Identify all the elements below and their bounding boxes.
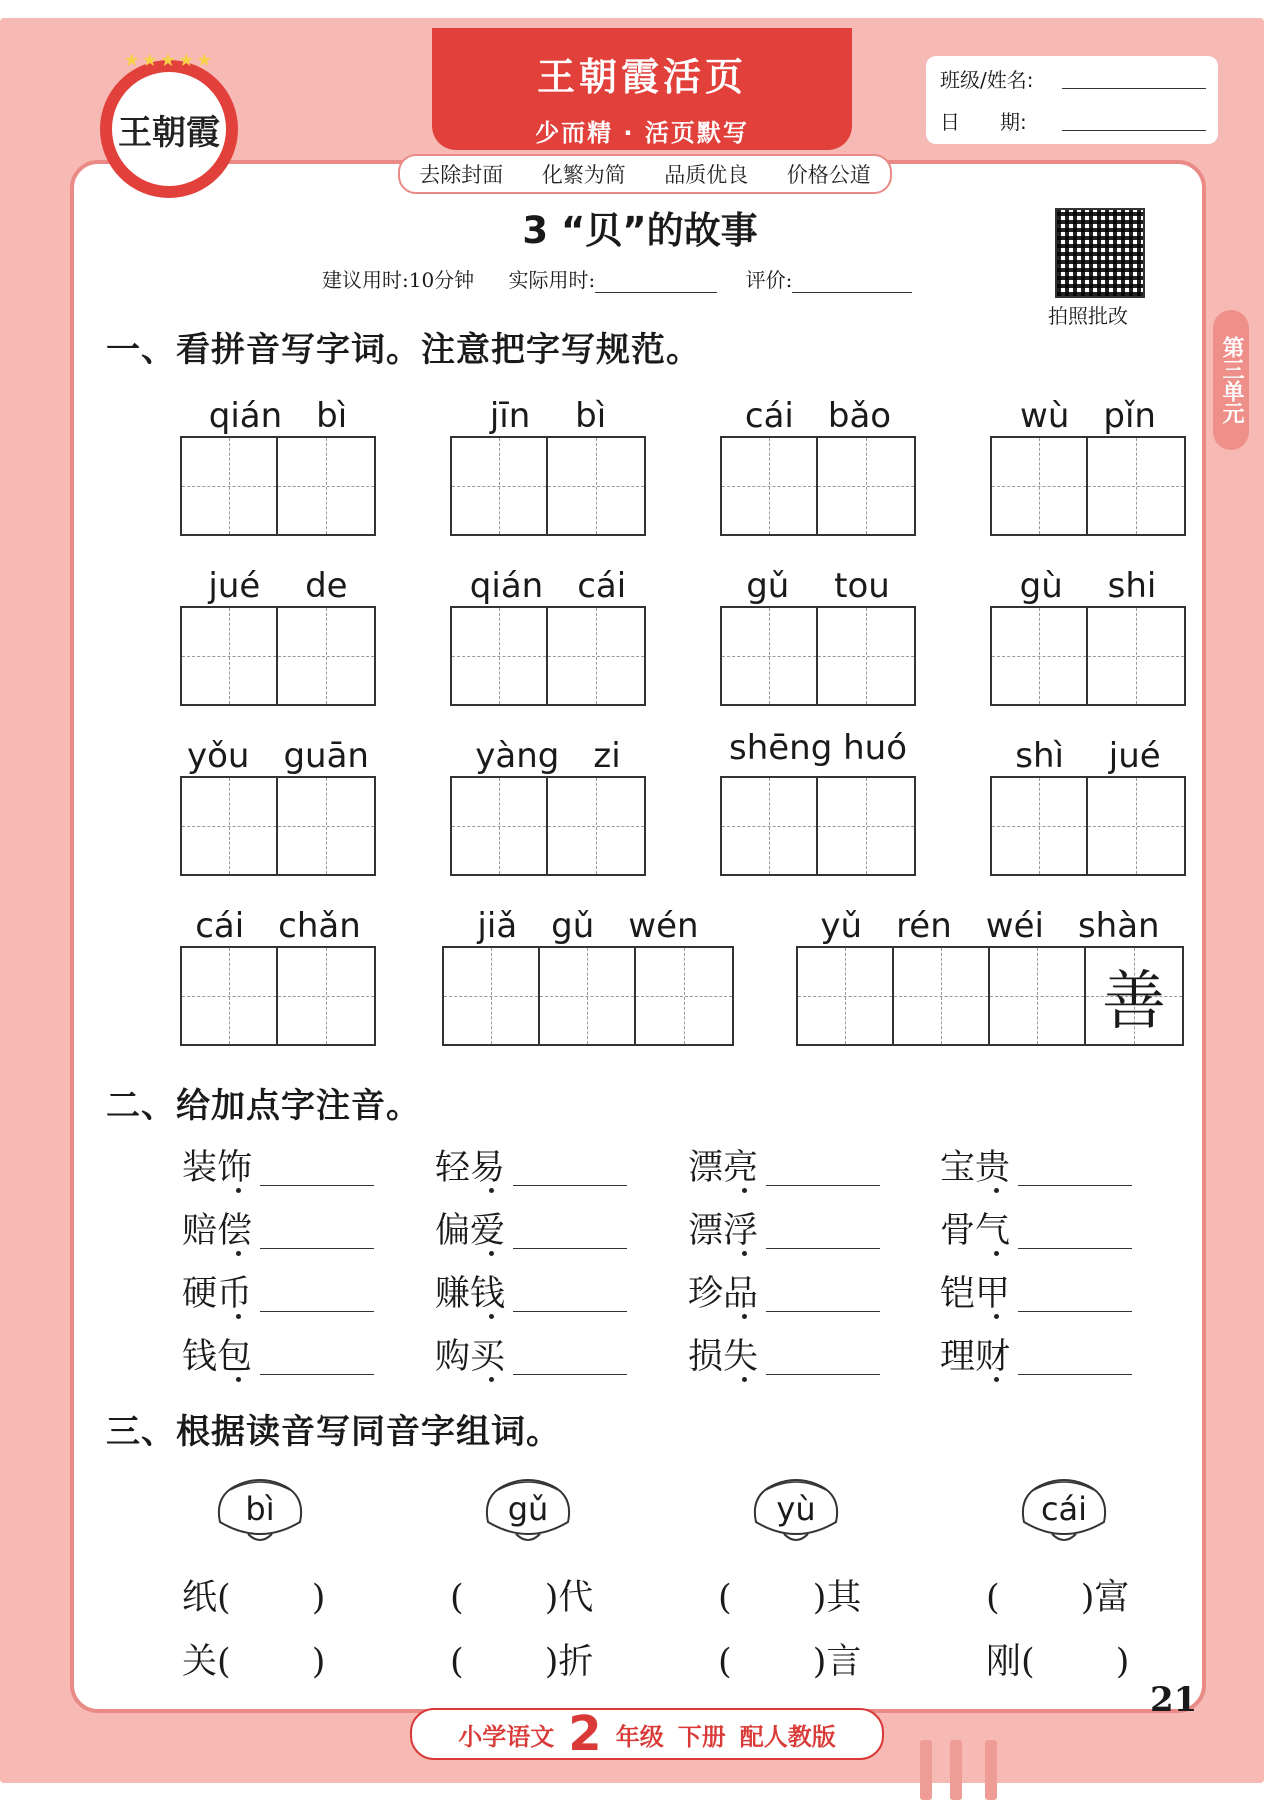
writing-cell[interactable]: [990, 948, 1086, 1044]
actual-time-field[interactable]: [595, 270, 717, 293]
shell-pinyin: bì: [245, 1490, 275, 1528]
writing-cell[interactable]: [444, 948, 540, 1044]
writing-cell[interactable]: [278, 948, 374, 1044]
class-name-label: 班级/姓名:: [940, 68, 1034, 92]
homophone-blank[interactable]: ( )言: [718, 1642, 862, 1682]
slogan-item: 去除封面: [419, 163, 504, 187]
pinyin-label: gù shi: [1019, 566, 1157, 606]
pinyin-answer-line[interactable]: [1018, 1310, 1132, 1312]
writing-cell[interactable]: [992, 778, 1088, 874]
writing-grid: [442, 946, 734, 1046]
annotate-word: 损失: [688, 1337, 759, 1377]
annotate-word: 装饰: [182, 1148, 253, 1188]
writing-cell[interactable]: [452, 608, 548, 704]
writing-grid: [180, 946, 376, 1046]
writing-grid: [990, 436, 1186, 536]
shell-icon: [210, 1472, 310, 1546]
writing-cell[interactable]: [278, 438, 374, 534]
pinyin-answer-line[interactable]: [1018, 1373, 1132, 1375]
annotate-word: 偏爱: [435, 1211, 506, 1251]
annotate-word: 理财: [940, 1337, 1011, 1377]
emphasis-dot: [994, 1188, 999, 1193]
time-row: [322, 264, 912, 293]
pinyin-answer-line[interactable]: [260, 1247, 374, 1249]
qr-code-icon[interactable]: [1055, 208, 1145, 298]
evaluation-field[interactable]: [792, 270, 912, 293]
emphasis-dot: [994, 1314, 999, 1319]
pinyin-label: gǔ tou: [746, 566, 890, 606]
homophone-blank[interactable]: ( )折: [450, 1642, 594, 1682]
homophone-blank[interactable]: ( )代: [450, 1578, 594, 1618]
annotate-word: 硬币: [182, 1274, 253, 1314]
writing-grid: [720, 436, 916, 536]
pinyin-answer-line[interactable]: [513, 1247, 627, 1249]
writing-cell[interactable]: [548, 608, 644, 704]
annotate-word: 珍品: [688, 1274, 759, 1314]
pinyin-label: qián cái: [469, 566, 627, 606]
writing-cell[interactable]: [182, 778, 278, 874]
pinyin-label: shì jué: [1015, 736, 1161, 776]
pinyin-label: jué de: [208, 566, 348, 606]
writing-cell[interactable]: [1088, 778, 1184, 874]
writing-grid: [450, 776, 646, 876]
writing-grid: [180, 776, 376, 876]
writing-cell[interactable]: [278, 778, 374, 874]
qr-label: 拍照批改: [1048, 304, 1128, 328]
annotate-word: 购买: [435, 1337, 506, 1377]
shell-pinyin: cái: [1040, 1490, 1088, 1528]
writing-cell[interactable]: [798, 948, 894, 1044]
annotate-word: 漂浮: [688, 1211, 759, 1251]
writing-cell[interactable]: [182, 608, 278, 704]
emphasis-dot: [489, 1314, 494, 1319]
pinyin-answer-line[interactable]: [513, 1373, 627, 1375]
writing-grid: [990, 606, 1186, 706]
slogan-item: 品质优良: [664, 163, 749, 187]
writing-grid: [720, 776, 916, 876]
evaluation-label: 评价:: [745, 268, 793, 292]
student-info-box: [926, 56, 1218, 144]
pinyin-label: qián bì: [208, 396, 348, 436]
writing-grid: [180, 606, 376, 706]
writing-cell[interactable]: [1088, 608, 1184, 704]
homophone-blank[interactable]: 关( ): [182, 1642, 326, 1682]
pinyin-label: shēng huó: [728, 728, 908, 768]
suggested-time: 建议用时:10分钟: [322, 268, 475, 292]
banner-subtitle: 少而精 · 活页默写: [535, 119, 749, 147]
emphasis-dot: [742, 1188, 747, 1193]
pinyin-label: jiǎ gǔ wén: [477, 906, 699, 946]
annotate-word: 轻易: [435, 1148, 506, 1188]
annotate-word: 铠甲: [940, 1274, 1011, 1314]
pinyin-answer-line[interactable]: [260, 1373, 374, 1375]
shell-icon: [746, 1472, 846, 1546]
writing-cell[interactable]: [992, 608, 1088, 704]
writing-grid: [796, 946, 1184, 1046]
annotate-word: 赚钱: [435, 1274, 506, 1314]
footer-term: 下册: [677, 1722, 726, 1751]
pinyin-label: jīn bì: [489, 396, 607, 436]
writing-grid: [720, 606, 916, 706]
date-field[interactable]: [1062, 108, 1206, 131]
pinyin-answer-line[interactable]: [1018, 1184, 1132, 1186]
pinyin-answer-line[interactable]: [766, 1373, 880, 1375]
emphasis-dot: [236, 1188, 241, 1193]
pinyin-label: cái chǎn: [195, 906, 361, 946]
pinyin-answer-line[interactable]: [1018, 1247, 1132, 1249]
annotate-word: 漂亮: [688, 1148, 759, 1188]
writing-cell[interactable]: [452, 438, 548, 534]
writing-cell[interactable]: [452, 778, 548, 874]
pinyin-label: yǔ rén wéi shàn: [820, 906, 1160, 946]
writing-grid: [450, 606, 646, 706]
unit-tab: 第三单元: [1213, 310, 1249, 450]
footer-grade-number: 2: [568, 1706, 602, 1762]
homophone-blank[interactable]: 刚( ): [986, 1642, 1130, 1682]
homophone-blank[interactable]: 纸( ): [182, 1578, 326, 1618]
writing-cell[interactable]: [722, 438, 818, 534]
emphasis-dot: [489, 1251, 494, 1256]
annotate-word: 骨气: [940, 1211, 1011, 1251]
emphasis-dot: [236, 1251, 241, 1256]
shell-icon: [1014, 1472, 1114, 1546]
emphasis-dot: [994, 1251, 999, 1256]
emphasis-dot: [489, 1188, 494, 1193]
logo-text: 王朝霞: [118, 112, 220, 153]
given-character: 善: [1102, 965, 1166, 1039]
emphasis-dot: [994, 1377, 999, 1382]
emphasis-dot: [236, 1314, 241, 1319]
writing-grid: [990, 776, 1186, 876]
homophone-blank[interactable]: ( )其: [718, 1578, 862, 1618]
shell-icon: [478, 1472, 578, 1546]
writing-grid: [450, 436, 646, 536]
writing-cell[interactable]: [894, 948, 990, 1044]
emphasis-dot: [236, 1377, 241, 1382]
writing-cell[interactable]: [540, 948, 636, 1044]
emphasis-dot: [742, 1314, 747, 1319]
pinyin-answer-line[interactable]: [260, 1184, 374, 1186]
pinyin-label: wù pǐn: [1020, 396, 1156, 436]
section3-title: 三、根据读音写同音字组词。: [106, 1412, 561, 1452]
pinyin-answer-line[interactable]: [766, 1247, 880, 1249]
pinyin-label: yǒu guān: [187, 736, 369, 776]
binder-ring: [920, 1740, 932, 1800]
banner-title: 王朝霞活页: [536, 55, 747, 99]
header-banner: [432, 28, 852, 150]
writing-cell[interactable]: [548, 778, 644, 874]
section1-title: 一、看拼音写字词。注意把字写规范。: [106, 330, 701, 370]
writing-cell[interactable]: [182, 948, 278, 1044]
emphasis-dot: [742, 1251, 747, 1256]
writing-cell[interactable]: [722, 778, 818, 874]
homophone-blank[interactable]: ( )富: [986, 1578, 1130, 1618]
pinyin-answer-line[interactable]: [513, 1310, 627, 1312]
footer-bar: [410, 1708, 884, 1760]
writing-cell[interactable]: [182, 438, 278, 534]
writing-cell[interactable]: [992, 438, 1088, 534]
brand-logo: [100, 50, 238, 198]
pinyin-label: cái bǎo: [744, 396, 892, 436]
writing-cell[interactable]: [548, 438, 644, 534]
pinyin-answer-line[interactable]: [513, 1184, 627, 1186]
pinyin-answer-line[interactable]: [766, 1184, 880, 1186]
section2-title: 二、给加点字注音。: [106, 1086, 421, 1126]
writing-cell[interactable]: [818, 608, 914, 704]
writing-cell[interactable]: [818, 438, 914, 534]
emphasis-dot: [742, 1377, 747, 1382]
annotate-word: 钱包: [182, 1337, 253, 1377]
actual-time-label: 实际用时:: [508, 268, 596, 292]
slogan-bar: [398, 154, 892, 194]
emphasis-dot: [489, 1377, 494, 1382]
annotate-word: 宝贵: [940, 1148, 1011, 1188]
binder-ring: [950, 1740, 962, 1800]
pinyin-answer-line[interactable]: [766, 1310, 880, 1312]
lesson-title: 3 “贝”的故事: [522, 209, 758, 252]
shell-pinyin: yù: [776, 1490, 816, 1528]
binder-ring: [985, 1740, 997, 1800]
pinyin-answer-line[interactable]: [260, 1310, 374, 1312]
slogan-item: 化繁为简: [541, 163, 626, 187]
pinyin-label: yàng zi: [475, 736, 621, 776]
writing-cell[interactable]: [722, 608, 818, 704]
writing-cell[interactable]: [278, 608, 374, 704]
writing-cell[interactable]: [636, 948, 732, 1044]
class-name-field[interactable]: [1062, 66, 1206, 89]
writing-cell[interactable]: [818, 778, 914, 874]
footer-subject: 小学语文: [458, 1722, 555, 1751]
annotate-word: 赔偿: [182, 1211, 253, 1251]
star-icons: ★★★★★: [123, 50, 215, 71]
page-number: 21: [1150, 1680, 1198, 1720]
slogan-item: 价格公道: [786, 163, 871, 187]
writing-cell[interactable]: [1088, 438, 1184, 534]
date-label: 日 期:: [940, 110, 1027, 134]
writing-cell[interactable]: [1086, 948, 1182, 1044]
footer-edition: 配人教版: [739, 1722, 836, 1751]
footer-grade-label: 年级: [615, 1722, 664, 1751]
shell-pinyin: gǔ: [507, 1490, 549, 1528]
writing-grid: [180, 436, 376, 536]
